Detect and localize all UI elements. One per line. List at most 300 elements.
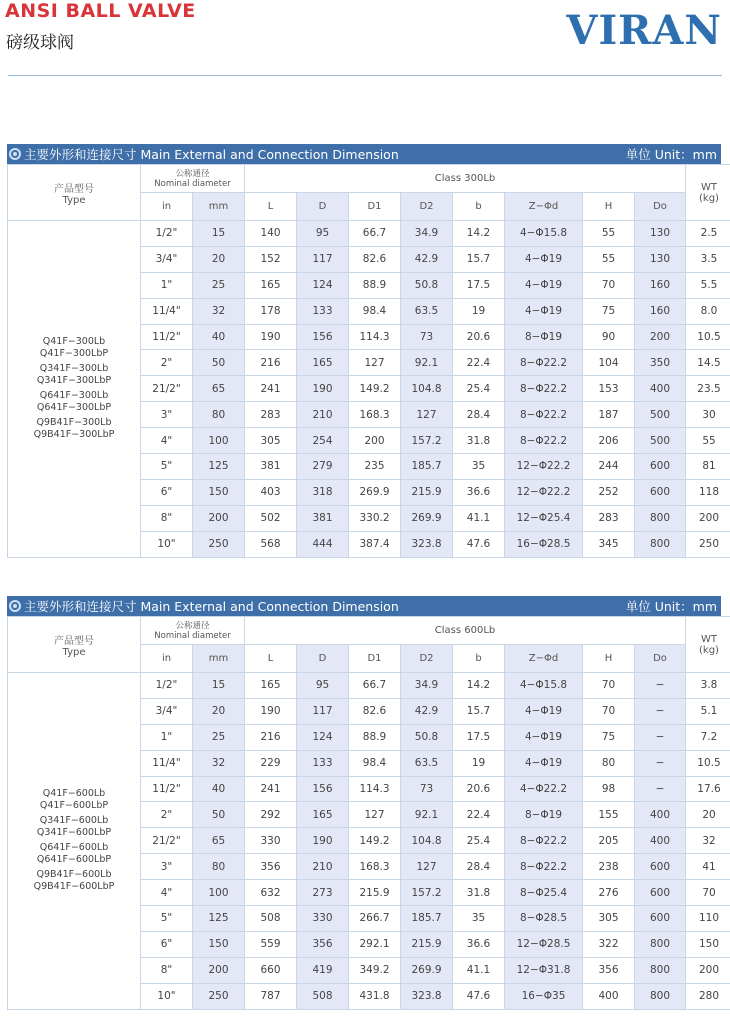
table-cell: 127 xyxy=(401,402,453,428)
table-cell: 187 xyxy=(583,402,635,428)
dimension-table-300lb xyxy=(7,144,721,558)
table-cell: 276 xyxy=(583,880,635,906)
table-cell: − xyxy=(635,724,686,750)
table-cell: 28.4 xyxy=(453,402,505,428)
table-cell: 12−Φ22.2 xyxy=(505,454,583,480)
dimension-table-600lb xyxy=(7,596,721,1010)
table-cell: 156 xyxy=(297,776,349,802)
table-cell: 15 xyxy=(193,673,245,699)
table-cell: 8−Φ22.2 xyxy=(505,402,583,428)
table-cell: 444 xyxy=(297,531,349,557)
table-cell: 110 xyxy=(686,906,730,932)
column-header: mm xyxy=(193,193,245,221)
table-cell: 11/2" xyxy=(141,776,193,802)
table-cell: 178 xyxy=(245,298,297,324)
table-cell: 25 xyxy=(193,272,245,298)
dimension-table xyxy=(7,616,730,1010)
table-cell: 2.5 xyxy=(686,221,730,247)
nd-header-cn: 公称通径 xyxy=(175,168,210,179)
table-cell: 400 xyxy=(635,376,686,402)
gear-icon xyxy=(9,148,21,160)
type-model: Q41F−300Lb xyxy=(42,336,106,348)
table-cell: 200 xyxy=(686,505,730,531)
type-group xyxy=(8,417,140,441)
table-cell: 16−Φ28.5 xyxy=(505,531,583,557)
table-cell: 70 xyxy=(686,880,730,906)
header-divider xyxy=(8,75,722,76)
table-cell: 4" xyxy=(141,428,193,454)
table-cell: 41.1 xyxy=(453,505,505,531)
table-cell: 90 xyxy=(583,324,635,350)
table-cell: 157.2 xyxy=(401,880,453,906)
table-cell: 4−Φ19 xyxy=(505,272,583,298)
wt-header-label: WT xyxy=(701,181,717,193)
table-cell: 4" xyxy=(141,880,193,906)
nd-header-en: Nominal diameter xyxy=(154,630,231,641)
table-cell: 95 xyxy=(297,673,349,699)
gear-icon xyxy=(9,600,21,612)
table-cell: 125 xyxy=(193,906,245,932)
table-cell: 5" xyxy=(141,906,193,932)
table-cell: 403 xyxy=(245,479,297,505)
type-group xyxy=(8,842,140,866)
table-cell: 165 xyxy=(245,272,297,298)
column-header: H xyxy=(583,193,635,221)
type-model: Q641F−300Lb xyxy=(39,390,109,402)
table-cell: 117 xyxy=(297,698,349,724)
table-cell: 21/2" xyxy=(141,828,193,854)
table-cell: 400 xyxy=(635,802,686,828)
table-cell: 157.2 xyxy=(401,428,453,454)
table-cell: 283 xyxy=(583,505,635,531)
type-model: Q9B41F−600Lb xyxy=(36,869,112,881)
table-cell: 15 xyxy=(193,221,245,247)
column-header: Do xyxy=(635,193,686,221)
table-cell: 431.8 xyxy=(349,983,401,1009)
table-cell: 4−Φ15.8 xyxy=(505,673,583,699)
type-header xyxy=(8,617,141,673)
table-cell: 73 xyxy=(401,776,453,802)
table-cell: 152 xyxy=(245,246,297,272)
table-cell: 3.8 xyxy=(686,673,730,699)
type-model: Q341F−300LbP xyxy=(36,375,112,387)
column-header: in xyxy=(141,193,193,221)
table-cell: 500 xyxy=(635,402,686,428)
table-cell: 1/2" xyxy=(141,673,193,699)
table-cell: 114.3 xyxy=(349,776,401,802)
nd-header-en: Nominal diameter xyxy=(154,178,231,189)
table-cell: 8−Φ19 xyxy=(505,802,583,828)
table-cell: 350 xyxy=(635,350,686,376)
table-cell: 4−Φ19 xyxy=(505,298,583,324)
table-cell: 82.6 xyxy=(349,246,401,272)
table-cell: 50 xyxy=(193,802,245,828)
table-cell: 66.7 xyxy=(349,673,401,699)
table-cell: 5.5 xyxy=(686,272,730,298)
table-cell: 160 xyxy=(635,272,686,298)
table-cell: 8−Φ22.2 xyxy=(505,828,583,854)
table-header-row xyxy=(8,617,730,645)
table-cell: 8−Φ22.2 xyxy=(505,854,583,880)
table-cell: 20.6 xyxy=(453,776,505,802)
type-header-en: Type xyxy=(62,646,86,658)
table-cell: 3/4" xyxy=(141,246,193,272)
table-cell: 235 xyxy=(349,454,401,480)
table-title: 主要外形和连接尺寸 Main External and Connection Dimension xyxy=(24,147,399,162)
table-cell: 4−Φ19 xyxy=(505,246,583,272)
table-cell: 381 xyxy=(245,454,297,480)
column-header: D2 xyxy=(401,645,453,673)
table-cell: 36.6 xyxy=(453,479,505,505)
type-cell xyxy=(8,673,141,1010)
table-cell: 165 xyxy=(297,802,349,828)
table-cell: 150 xyxy=(193,479,245,505)
table-cell: 269.9 xyxy=(349,479,401,505)
table-cell: 50.8 xyxy=(401,724,453,750)
table-cell: 47.6 xyxy=(453,983,505,1009)
column-header: D2 xyxy=(401,193,453,221)
table-cell: 254 xyxy=(297,428,349,454)
table-cell: 16−Φ35 xyxy=(505,983,583,1009)
table-cell: 4−Φ19 xyxy=(505,698,583,724)
table-cell: 206 xyxy=(583,428,635,454)
column-header: Do xyxy=(635,645,686,673)
column-header: b xyxy=(453,193,505,221)
table-cell: 241 xyxy=(245,376,297,402)
table-cell: 660 xyxy=(245,957,297,983)
table-cell: 215.9 xyxy=(401,479,453,505)
type-header xyxy=(8,165,141,221)
table-cell: 165 xyxy=(245,673,297,699)
table-cell: 50 xyxy=(193,350,245,376)
table-cell: 35 xyxy=(453,454,505,480)
table-cell: 210 xyxy=(297,402,349,428)
table-cell: 25 xyxy=(193,724,245,750)
table-cell: 250 xyxy=(193,983,245,1009)
table-cell: 130 xyxy=(635,221,686,247)
table-cell: 19 xyxy=(453,298,505,324)
table-cell: 150 xyxy=(193,931,245,957)
type-model: Q641F−300LbP xyxy=(36,402,112,414)
table-cell: 279 xyxy=(297,454,349,480)
table-cell: 305 xyxy=(583,906,635,932)
table-cell: 8−Φ22.2 xyxy=(505,376,583,402)
type-model: Q341F−600LbP xyxy=(36,827,112,839)
table-cell: 3/4" xyxy=(141,698,193,724)
table-cell: 32 xyxy=(193,750,245,776)
table-cell: 8" xyxy=(141,505,193,531)
column-header: D xyxy=(297,645,349,673)
column-header: D1 xyxy=(349,645,401,673)
table-cell: 5" xyxy=(141,454,193,480)
table-cell: 92.1 xyxy=(401,350,453,376)
table-cell: 63.5 xyxy=(401,298,453,324)
table-cell: 200 xyxy=(193,957,245,983)
table-cell: 15.7 xyxy=(453,246,505,272)
table-cell: 63.5 xyxy=(401,750,453,776)
table-cell: 400 xyxy=(635,828,686,854)
table-cell: 10" xyxy=(141,983,193,1009)
table-cell: 125 xyxy=(193,454,245,480)
table-cell: 41.1 xyxy=(453,957,505,983)
table-cell: 600 xyxy=(635,454,686,480)
table-cell: 30 xyxy=(686,402,730,428)
table-cell: 419 xyxy=(297,957,349,983)
table-cell: 100 xyxy=(193,428,245,454)
type-model: Q41F−600LbP xyxy=(39,800,109,812)
table-cell: 150 xyxy=(686,931,730,957)
column-header: Z−Φd xyxy=(505,193,583,221)
type-group xyxy=(8,363,140,387)
type-model: Q9B41F−600LbP xyxy=(33,881,115,893)
table-row xyxy=(8,221,730,247)
table-cell: 200 xyxy=(686,957,730,983)
table-cell: − xyxy=(635,698,686,724)
table-cell: 88.9 xyxy=(349,724,401,750)
table-cell: 15.7 xyxy=(453,698,505,724)
type-model: Q41F−300LbP xyxy=(39,348,109,360)
table-cell: 600 xyxy=(635,479,686,505)
table-cell: 82.6 xyxy=(349,698,401,724)
type-group xyxy=(8,869,140,893)
table-cell: 10.5 xyxy=(686,324,730,350)
table-cell: 70 xyxy=(583,673,635,699)
table-cell: 23.5 xyxy=(686,376,730,402)
table-cell: 787 xyxy=(245,983,297,1009)
table-header-bar xyxy=(7,596,721,616)
table-cell: 356 xyxy=(297,931,349,957)
table-cell: 3" xyxy=(141,402,193,428)
table-cell: 600 xyxy=(635,906,686,932)
table-cell: 4−Φ22.2 xyxy=(505,776,583,802)
table-header-bar xyxy=(7,144,721,164)
table-cell: 8−Φ22.2 xyxy=(505,350,583,376)
table-cell: 40 xyxy=(193,776,245,802)
column-header: L xyxy=(245,193,297,221)
table-cell: 133 xyxy=(297,298,349,324)
table-cell: 500 xyxy=(635,428,686,454)
table-cell: 70 xyxy=(583,272,635,298)
table-cell: 14.2 xyxy=(453,673,505,699)
type-model: Q641F−600LbP xyxy=(36,854,112,866)
table-cell: 12−Φ31.8 xyxy=(505,957,583,983)
table-cell: 400 xyxy=(583,983,635,1009)
table-cell: 508 xyxy=(297,983,349,1009)
table-cell: 98 xyxy=(583,776,635,802)
table-cell: 168.3 xyxy=(349,402,401,428)
table-cell: 31.8 xyxy=(453,428,505,454)
table-cell: 330 xyxy=(297,906,349,932)
table-cell: 10" xyxy=(141,531,193,557)
table-cell: 250 xyxy=(686,531,730,557)
column-header: D xyxy=(297,193,349,221)
table-cell: 292.1 xyxy=(349,931,401,957)
table-cell: 5.1 xyxy=(686,698,730,724)
table-cell: 600 xyxy=(635,854,686,880)
column-header: D1 xyxy=(349,193,401,221)
table-cell: 100 xyxy=(193,880,245,906)
table-cell: 6" xyxy=(141,479,193,505)
table-cell: 17.6 xyxy=(686,776,730,802)
table-cell: 800 xyxy=(635,983,686,1009)
table-cell: 22.4 xyxy=(453,350,505,376)
table-cell: 12−Φ25.4 xyxy=(505,505,583,531)
type-model: Q341F−300Lb xyxy=(39,363,109,375)
unit-label: 单位 Unit：mm xyxy=(625,599,717,614)
table-cell: 12−Φ22.2 xyxy=(505,479,583,505)
table-cell: 215.9 xyxy=(349,880,401,906)
table-cell: 17.5 xyxy=(453,724,505,750)
table-cell: 200 xyxy=(349,428,401,454)
table-cell: − xyxy=(635,673,686,699)
table-cell: 14.2 xyxy=(453,221,505,247)
table-cell: 269.9 xyxy=(401,957,453,983)
table-cell: 11/4" xyxy=(141,750,193,776)
table-cell: 7.2 xyxy=(686,724,730,750)
table-cell: 185.7 xyxy=(401,906,453,932)
table-cell: 32 xyxy=(686,828,730,854)
table-cell: 250 xyxy=(193,531,245,557)
table-cell: 22.4 xyxy=(453,802,505,828)
table-cell: 632 xyxy=(245,880,297,906)
table-cell: 127 xyxy=(401,854,453,880)
table-cell: 124 xyxy=(297,724,349,750)
table-cell: 210 xyxy=(297,854,349,880)
table-cell: 3" xyxy=(141,854,193,880)
table-cell: 104.8 xyxy=(401,376,453,402)
table-cell: 6" xyxy=(141,931,193,957)
table-cell: 190 xyxy=(245,324,297,350)
table-cell: 75 xyxy=(583,298,635,324)
table-cell: 8−Φ22.2 xyxy=(505,428,583,454)
table-cell: 65 xyxy=(193,376,245,402)
table-cell: 28.4 xyxy=(453,854,505,880)
table-cell: 2" xyxy=(141,802,193,828)
table-cell: 104 xyxy=(583,350,635,376)
table-cell: 800 xyxy=(635,957,686,983)
table-cell: 114.3 xyxy=(349,324,401,350)
table-cell: 205 xyxy=(583,828,635,854)
table-cell: 600 xyxy=(635,880,686,906)
table-cell: 190 xyxy=(297,376,349,402)
table-cell: 190 xyxy=(245,698,297,724)
table-cell: 12−Φ28.5 xyxy=(505,931,583,957)
table-cell: 8−Φ28.5 xyxy=(505,906,583,932)
table-header-row xyxy=(8,165,730,193)
table-cell: 10.5 xyxy=(686,750,730,776)
wt-header-unit: (kg) xyxy=(699,644,719,656)
table-cell: 36.6 xyxy=(453,931,505,957)
nd-header-cn: 公称通径 xyxy=(175,620,210,631)
table-cell: 80 xyxy=(193,854,245,880)
table-cell: 8−Φ25.4 xyxy=(505,880,583,906)
table-cell: 34.9 xyxy=(401,221,453,247)
table-cell: 34.9 xyxy=(401,673,453,699)
table-cell: 356 xyxy=(583,957,635,983)
table-cell: 11/2" xyxy=(141,324,193,350)
table-cell: 559 xyxy=(245,931,297,957)
class-header: Class 600Lb xyxy=(245,617,686,645)
table-cell: 149.2 xyxy=(349,376,401,402)
type-model: Q641F−600Lb xyxy=(39,842,109,854)
table-cell: 124 xyxy=(297,272,349,298)
table-cell: 269.9 xyxy=(401,505,453,531)
dimension-table xyxy=(7,164,730,558)
table-cell: 50.8 xyxy=(401,272,453,298)
table-cell: 323.8 xyxy=(401,531,453,557)
table-cell: 98.4 xyxy=(349,298,401,324)
table-cell: 35 xyxy=(453,906,505,932)
table-cell: 42.9 xyxy=(401,246,453,272)
table-cell: 2" xyxy=(141,350,193,376)
table-cell: 200 xyxy=(635,324,686,350)
type-group xyxy=(8,390,140,414)
table-cell: 149.2 xyxy=(349,828,401,854)
type-header-en: Type xyxy=(62,194,86,206)
table-cell: 127 xyxy=(349,350,401,376)
table-cell: 70 xyxy=(583,698,635,724)
column-header: H xyxy=(583,645,635,673)
table-cell: 127 xyxy=(349,802,401,828)
column-header: mm xyxy=(193,645,245,673)
table-cell: 118 xyxy=(686,479,730,505)
table-cell: 241 xyxy=(245,776,297,802)
table-cell: 66.7 xyxy=(349,221,401,247)
table-cell: 165 xyxy=(297,350,349,376)
table-cell: 800 xyxy=(635,931,686,957)
column-header: b xyxy=(453,645,505,673)
table-cell: 20.6 xyxy=(453,324,505,350)
table-cell: 215.9 xyxy=(401,931,453,957)
table-cell: 55 xyxy=(583,246,635,272)
table-cell: 238 xyxy=(583,854,635,880)
wt-header-unit: (kg) xyxy=(699,192,719,204)
unit-label: 单位 Unit：mm xyxy=(625,147,717,162)
table-cell: 21/2" xyxy=(141,376,193,402)
table-cell: 25.4 xyxy=(453,828,505,854)
table-cell: 8−Φ19 xyxy=(505,324,583,350)
table-cell: 95 xyxy=(297,221,349,247)
table-cell: 568 xyxy=(245,531,297,557)
table-cell: 92.1 xyxy=(401,802,453,828)
table-cell: 55 xyxy=(686,428,730,454)
brand-logo: VIRAN xyxy=(566,7,722,54)
table-cell: 322 xyxy=(583,931,635,957)
type-header-cn: 产品型号 xyxy=(54,183,94,195)
table-cell: 1" xyxy=(141,724,193,750)
table-cell: 1/2" xyxy=(141,221,193,247)
table-cell: 14.5 xyxy=(686,350,730,376)
table-cell: 11/4" xyxy=(141,298,193,324)
table-cell: 252 xyxy=(583,479,635,505)
table-cell: 190 xyxy=(297,828,349,854)
table-cell: 75 xyxy=(583,724,635,750)
table-cell: 266.7 xyxy=(349,906,401,932)
table-cell: 800 xyxy=(635,531,686,557)
table-cell: 3.5 xyxy=(686,246,730,272)
type-header-cn: 产品型号 xyxy=(54,635,94,647)
table-cell: 349.2 xyxy=(349,957,401,983)
table-cell: 216 xyxy=(245,350,297,376)
table-row xyxy=(8,673,730,699)
table-cell: 130 xyxy=(635,246,686,272)
table-cell: 318 xyxy=(297,479,349,505)
table-cell: 330 xyxy=(245,828,297,854)
table-cell: 330.2 xyxy=(349,505,401,531)
table-cell: 98.4 xyxy=(349,750,401,776)
table-cell: 140 xyxy=(245,221,297,247)
table-cell: 47.6 xyxy=(453,531,505,557)
